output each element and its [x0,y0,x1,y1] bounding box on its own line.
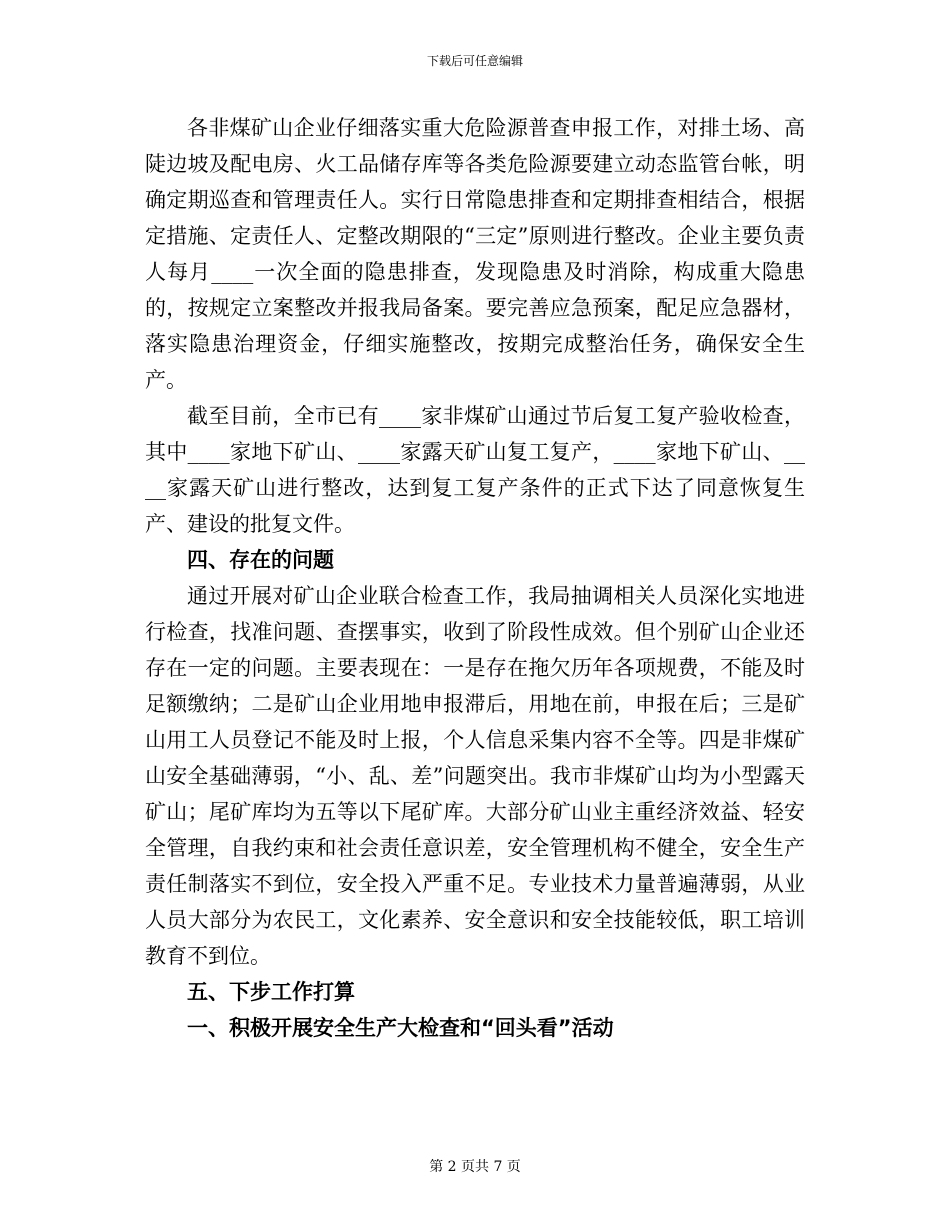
paragraph-resumption-status: 截至目前，全市已有____家非煤矿山通过节后复工复产验收检查，其中____家地下矿山、____家露天矿山复工复产，____家地下矿山、____家露天矿山进行整改，达到复工复产条件的正式下达了同意恢复生产、建设的批复文件。 [145,404,805,536]
page-header: 下载后可任意编辑 [426,54,523,68]
paragraph-hazard-management: 各非煤矿山企业仔细落实重大危险源普查申报工作，对排土场、高陡边坡及配电房、火工品储存库等各类危险源要建立动态监管台帐，明确定期巡查和管理责任人。实行日常隐患排查和定期排查相结合，根据定措施、定责任人、定整改期限的“三定”原则进行整改。企业主要负责人每月____一次全面的隐患排查，发现隐患及时消除，构成重大隐患的，按规定立案整改并报我局备案。要完善应急预案，配足应急器材，落实隐患治理资金，仔细实施整改，按期完成整治任务，确保安全生产。 [145,116,805,392]
document-body [145,110,805,1046]
paragraph-problems-detail: 通过开展对矿山企业联合检查工作，我局抽调相关人员深化实地进行检查，找准问题、查摆事实，收到了阶段性成效。但个别矿山企业还存在一定的问题。主要表现在：一是存在拖欠历年各项规费，不能及时足额缴纳；二是矿山企业用地申报滞后，用地在前，申报在后；三是矿山用工人员登记不能及时上报，个人信息采集内容不全等。四是非煤矿山安全基础薄弱，“小、乱、差”问题突出。我市非煤矿山均为小型露天矿山；尾矿库均为五等以下尾矿库。大部分矿山业主重经济效益、轻安全管理，自我约束和社会责任意识差，安全管理机构不健全，安全生产责任制落实不到位，安全投入严重不足。专业技术力量普遍薄弱，从业人员大部分为农民工，文化素养、安全意识和安全技能较低，职工培训教育不到位。 [145,584,805,968]
page-footer: 第 2 页共 7 页 [429,1159,521,1175]
section-heading-existing-problems: 四、存在的问题 [187,548,334,572]
section-heading-next-steps: 五、下步工作打算 [187,980,355,1004]
subsection-heading-inspection: 一、积极开展安全生产大检查和“回头看”活动 [187,1016,614,1040]
